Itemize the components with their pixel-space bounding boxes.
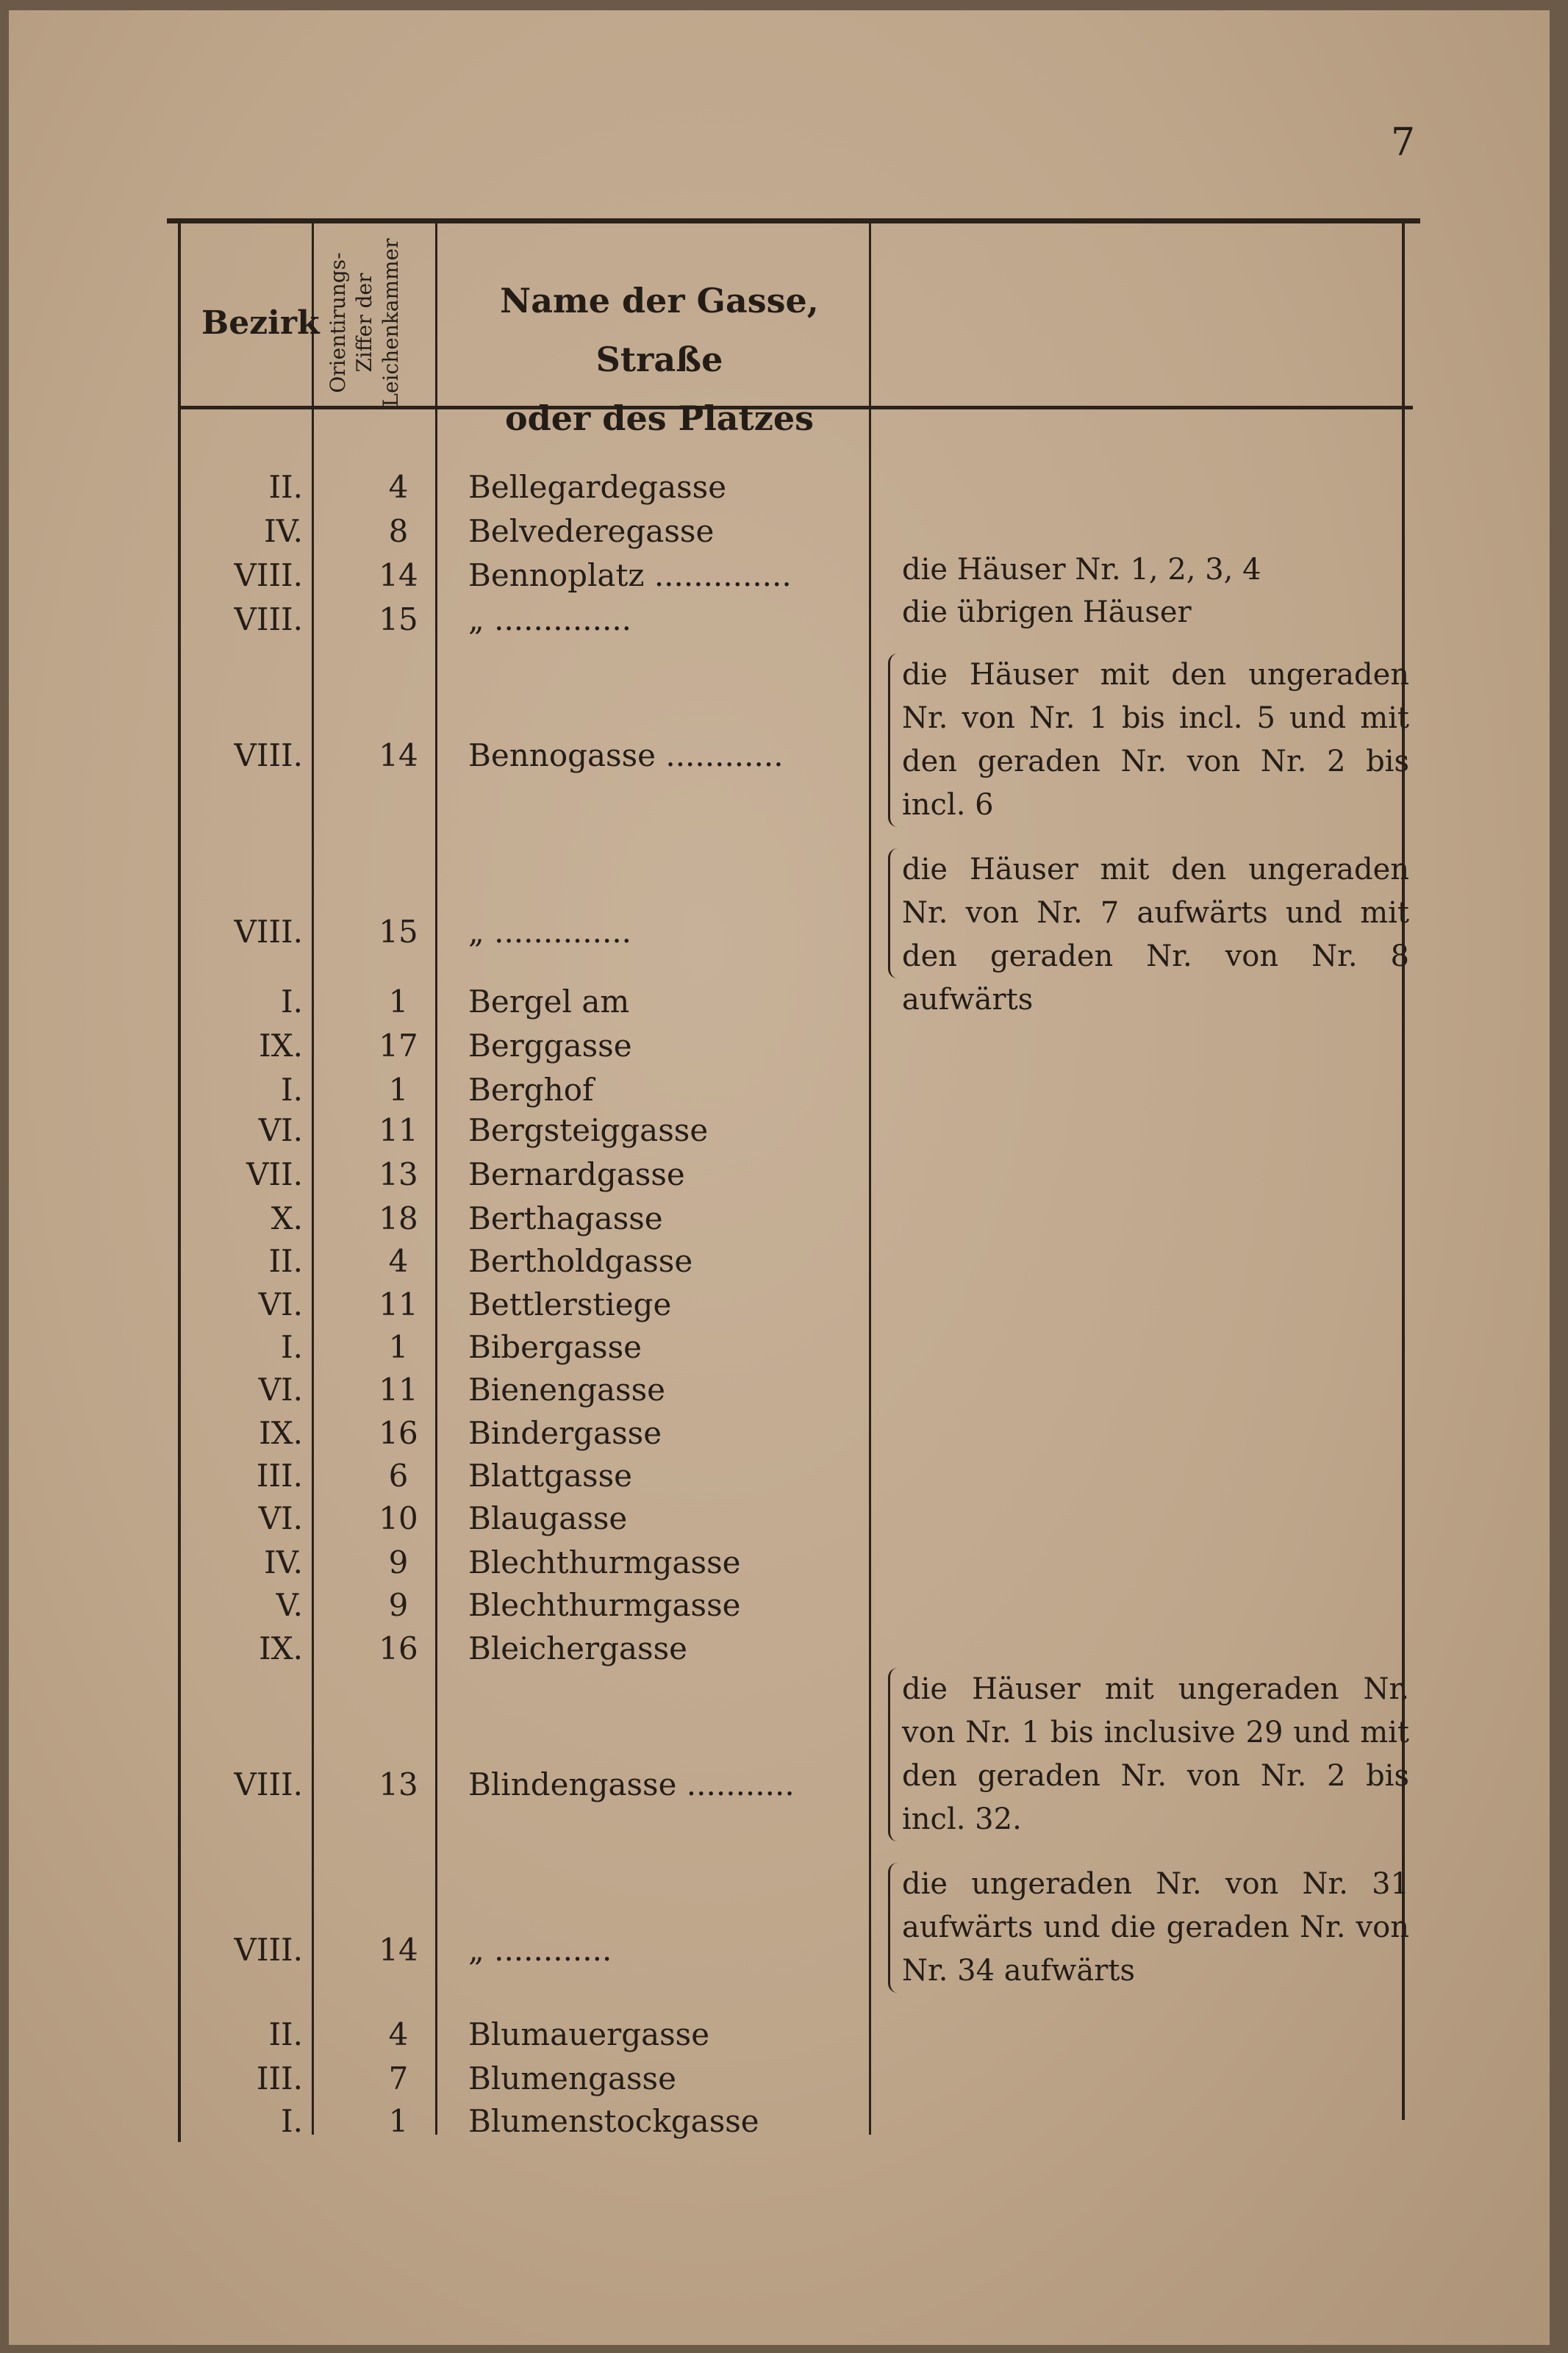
street-name-cell: Bellegardegasse — [468, 469, 727, 505]
bezirk-cell: I. — [281, 2103, 303, 2139]
brace-icon — [888, 1668, 898, 1841]
note-cell: die Häuser mit den ungeraden Nr. von Nr. 7 aufwärts und mit den geraden Nr. von Nr. 8 aufwärts — [902, 853, 1409, 1017]
table-row — [9, 1109, 891, 1152]
street-name-cell: „ .............. — [468, 914, 632, 950]
bezirk-cell: X. — [271, 1200, 303, 1236]
street-name-cell: Bertholdgasse — [468, 1243, 693, 1279]
bezirk-cell: VII. — [246, 1156, 303, 1192]
table-row — [9, 1929, 891, 1971]
orientation-cell: 9 — [388, 1587, 409, 1623]
orientation-cell: 10 — [379, 1500, 418, 1536]
page-number: 7 — [1391, 121, 1416, 165]
note-cell: die Häuser Nr. 1, 2, 3, 4 — [902, 553, 1261, 587]
street-name-cell: Blumauergasse — [468, 2016, 710, 2052]
bezirk-cell: VI. — [258, 1112, 303, 1148]
bezirk-cell: II. — [268, 1243, 303, 1279]
orientation-cell: 6 — [388, 1458, 409, 1494]
bezirk-cell: IX. — [259, 1630, 303, 1666]
street-name-cell: Belvederegasse — [468, 513, 715, 549]
street-name-cell: Blattgasse — [468, 1458, 632, 1494]
table-row — [9, 2013, 891, 2056]
header-bezirk: Bezirk — [201, 304, 320, 342]
bezirk-cell: VIII. — [234, 1766, 303, 1802]
street-name-cell: Blechthurmgasse — [468, 1587, 741, 1623]
table-row — [9, 1025, 891, 1067]
street-name-cell: Bienengasse — [468, 1372, 665, 1408]
header-orientation: Orientirungs-Ziffer der Leichenkammer — [326, 238, 403, 407]
bezirk-cell: V. — [276, 1587, 303, 1623]
table-row — [9, 1197, 891, 1240]
table-row — [9, 1326, 891, 1369]
note-cell: die Häuser mit den ungeraden Nr. von Nr. 1 bis incl. 5 und mit den geraden Nr. von Nr. 2 bis incl. 6 — [902, 658, 1409, 822]
orientation-cell: 16 — [379, 1415, 418, 1451]
orientation-cell: 11 — [379, 1372, 418, 1408]
street-name-cell: Blechthurmgasse — [468, 1544, 741, 1580]
bezirk-cell: IX. — [259, 1028, 303, 1064]
street-name-cell: Bleichergasse — [468, 1630, 687, 1666]
street-name-cell: Bindergasse — [468, 1415, 662, 1451]
orientation-cell: 9 — [388, 1544, 409, 1580]
orientation-cell: 14 — [379, 557, 418, 593]
orientation-cell: 14 — [379, 737, 418, 773]
bezirk-cell: IV. — [264, 513, 303, 549]
note-cell: die ungeraden Nr. von Nr. 31 aufwärts und die geraden Nr. von Nr. 34 aufwärts — [902, 1867, 1409, 1988]
table-row — [9, 1069, 891, 1111]
orientation-cell: 13 — [379, 1156, 418, 1192]
street-name-cell: „ ............ — [468, 1932, 612, 1968]
orientation-cell: 15 — [379, 914, 418, 950]
bezirk-cell: I. — [281, 1329, 303, 1365]
orientation-cell: 1 — [388, 984, 409, 1020]
bezirk-cell: III. — [256, 1458, 303, 1494]
orientation-cell: 7 — [388, 2060, 409, 2096]
table-row — [9, 981, 891, 1023]
street-name-cell: Berthagasse — [468, 1200, 663, 1236]
table-row — [9, 2100, 891, 2143]
table-row — [9, 1763, 891, 1806]
bezirk-cell: VI. — [258, 1372, 303, 1408]
street-name-cell: Bernardgasse — [468, 1156, 685, 1192]
orientation-cell: 1 — [388, 1329, 409, 1365]
orientation-cell: 14 — [379, 1932, 418, 1968]
table-row — [9, 1584, 891, 1627]
table-row — [9, 466, 891, 509]
bezirk-cell: III. — [256, 2060, 303, 2096]
street-name-cell: Bennoplatz .............. — [468, 557, 792, 593]
street-name-cell: Berghof — [468, 1072, 594, 1108]
table-row — [9, 510, 891, 553]
orientation-cell: 11 — [379, 1286, 418, 1322]
street-name-cell: Blumenstockgasse — [468, 2103, 759, 2139]
table-row — [9, 1369, 891, 1411]
orientation-cell: 1 — [388, 2103, 409, 2139]
table-row — [9, 911, 891, 953]
street-name-cell: Blindengasse ........... — [468, 1766, 795, 1802]
orientation-cell: 4 — [388, 2016, 409, 2052]
street-name-cell: Berggasse — [468, 1028, 632, 1064]
orientation-cell: 13 — [379, 1766, 418, 1802]
bezirk-cell: VI. — [258, 1500, 303, 1536]
note-cell: die Häuser mit ungeraden Nr. von Nr. 1 bis inclusive 29 und mit den geraden Nr. von Nr. 2 bis incl. 32. — [902, 1672, 1409, 1836]
orientation-cell: 4 — [388, 469, 409, 505]
bezirk-cell: VIII. — [234, 1932, 303, 1968]
bezirk-cell: VI. — [258, 1286, 303, 1322]
table-row — [9, 734, 891, 777]
street-name-cell: Bergel am — [468, 984, 630, 1020]
header-street-line2: oder des Platzes — [504, 398, 815, 438]
note-cell: die übrigen Häuser — [902, 595, 1192, 629]
orientation-cell: 17 — [379, 1028, 418, 1064]
table-row — [9, 598, 891, 641]
table-row — [9, 554, 891, 597]
bezirk-cell: VIII. — [234, 914, 303, 950]
bezirk-cell: IX. — [259, 1415, 303, 1451]
bezirk-cell: IV. — [264, 1544, 303, 1580]
table-row — [9, 1627, 891, 1670]
table-row — [9, 1240, 891, 1283]
bezirk-cell: I. — [281, 984, 303, 1020]
table-row — [9, 2057, 891, 2100]
brace-icon — [888, 848, 898, 978]
bezirk-cell: I. — [281, 1072, 303, 1108]
street-name-cell: Bennogasse ............ — [468, 737, 784, 773]
table-row — [9, 1497, 891, 1540]
header-street-line1: Name der Gasse, Straße — [500, 281, 819, 379]
header-street-name — [443, 271, 876, 448]
table-row — [9, 1455, 891, 1497]
bezirk-cell: VIII. — [234, 737, 303, 773]
table-row — [9, 1541, 891, 1584]
street-name-cell: „ .............. — [468, 601, 632, 637]
page — [9, 10, 1550, 2345]
street-name-cell: Blaugasse — [468, 1500, 628, 1536]
orientation-cell: 11 — [379, 1112, 418, 1148]
top-rule — [167, 218, 1420, 223]
orientation-cell: 18 — [379, 1200, 418, 1236]
bezirk-cell: II. — [268, 469, 303, 505]
bezirk-cell: VIII. — [234, 557, 303, 593]
bezirk-cell: II. — [268, 2016, 303, 2052]
orientation-cell: 15 — [379, 601, 418, 637]
orientation-cell: 8 — [388, 513, 409, 549]
street-name-cell: Bibergasse — [468, 1329, 642, 1365]
orientation-cell: 4 — [388, 1243, 409, 1279]
brace-icon — [888, 653, 898, 827]
table-row — [9, 1283, 891, 1326]
orientation-cell: 16 — [379, 1630, 418, 1666]
table-row — [9, 1153, 891, 1196]
bezirk-cell: VIII. — [234, 601, 303, 637]
street-name-cell: Bergsteiggasse — [468, 1112, 709, 1148]
street-name-cell: Blumengasse — [468, 2060, 676, 2096]
table-row — [9, 1412, 891, 1455]
brace-icon — [888, 1863, 898, 1993]
street-name-cell: Bettlerstiege — [468, 1286, 672, 1322]
orientation-cell: 1 — [388, 1072, 409, 1108]
